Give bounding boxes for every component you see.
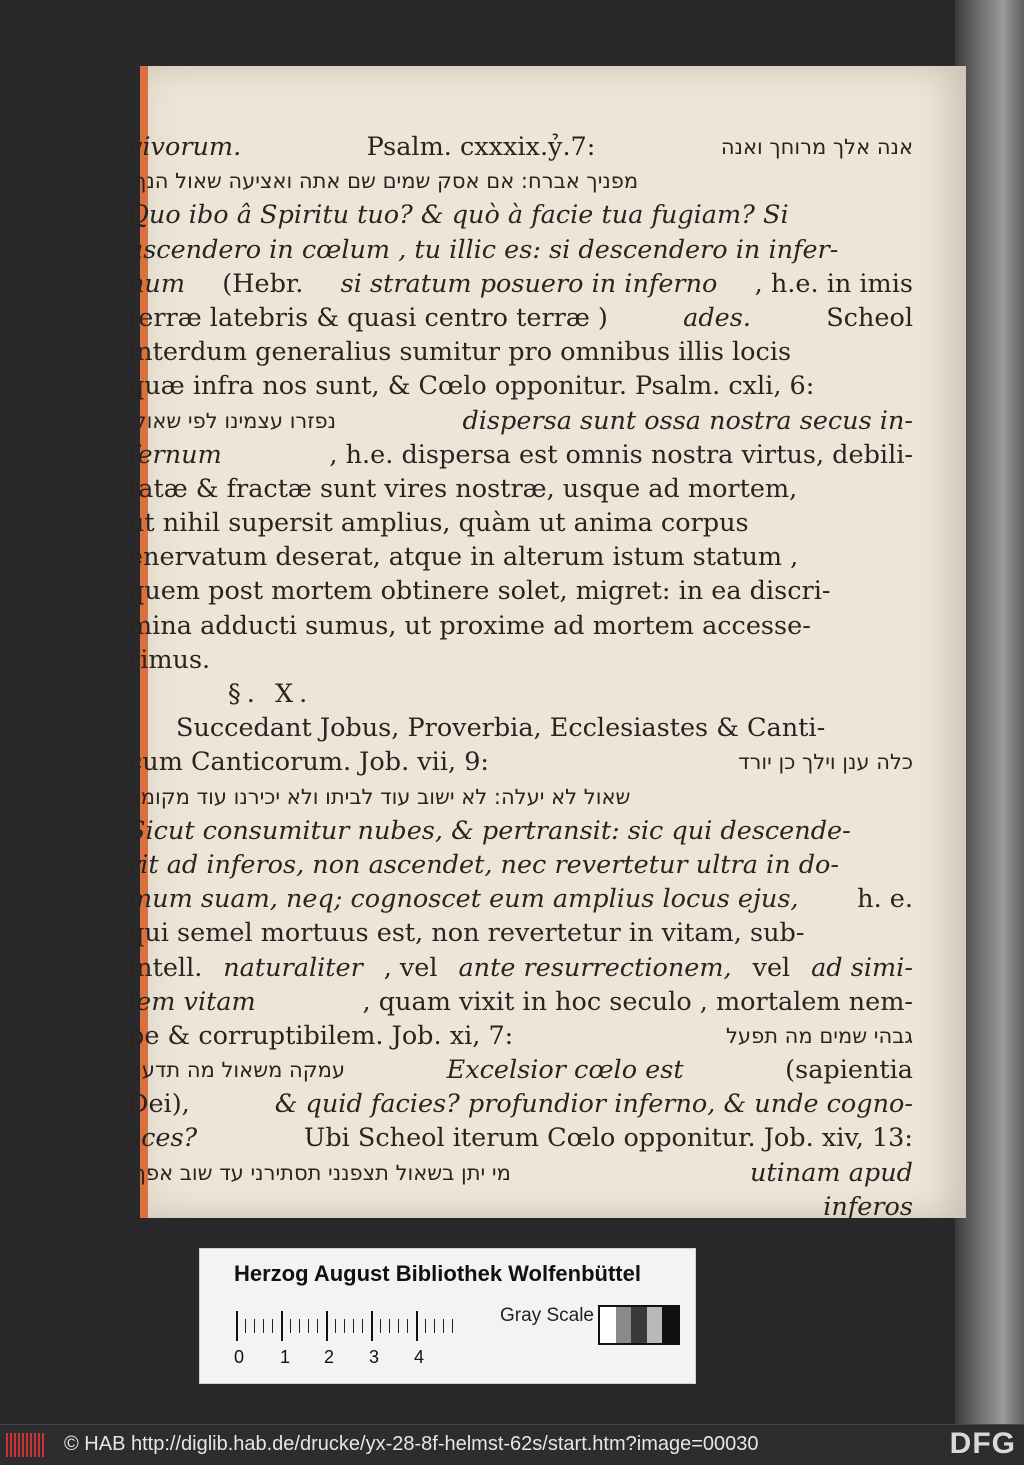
text-line <box>128 574 913 608</box>
text-line <box>128 711 913 745</box>
latin-text: quem post mortem obtinere solet, migret: in ea discri- <box>128 576 831 607</box>
hebrew-text: אנה אלך מרוחך ואנה <box>720 135 913 159</box>
latin-text: Scheol <box>826 302 913 333</box>
text-line <box>128 233 913 267</box>
text-line <box>128 1156 913 1190</box>
latin-text: tatæ & fractæ sunt vires nostræ, usque ad mortem, <box>128 473 798 504</box>
latin-text: sces? <box>128 1123 198 1154</box>
ruler-number: 4 <box>414 1347 425 1367</box>
latin-text: Quo ibo â Spiritu tuo? & quò à facie tua fugiam? Si <box>128 200 789 231</box>
latin-text: , h.e. dispersa est omnis nostra virtus, debili- <box>329 439 913 470</box>
latin-text: rimus. <box>128 644 211 675</box>
text-line <box>128 404 913 438</box>
text-line <box>128 916 913 950</box>
text-line <box>128 198 913 232</box>
latin-text: ad simi- <box>811 952 913 983</box>
text-line <box>128 335 913 369</box>
text-line <box>128 951 913 985</box>
gray-swatch <box>647 1307 663 1343</box>
ruler-number: 1 <box>280 1347 291 1367</box>
library-color-card <box>199 1248 696 1384</box>
latin-text: ades. <box>683 302 751 333</box>
dfg-logo: DFG <box>949 1427 1016 1460</box>
page-text-block <box>128 130 913 1224</box>
text-line <box>128 540 913 574</box>
latin-text: naturaliter <box>223 952 363 983</box>
text-line <box>128 745 913 779</box>
gray-swatch <box>631 1307 647 1343</box>
gray-swatch <box>600 1307 616 1343</box>
hebrew-text: גבהי שמים מה תפעל <box>726 1023 913 1048</box>
latin-text: (sapientia <box>785 1055 913 1086</box>
ruler-number: 3 <box>369 1347 380 1367</box>
text-line <box>128 643 913 677</box>
text-line <box>128 882 913 916</box>
text-line <box>128 1121 913 1155</box>
latin-text: (Hebr. <box>222 268 304 299</box>
latin-text: & quid facies? profundior inferno, & unde cogno- <box>274 1089 913 1120</box>
text-line <box>128 472 913 506</box>
latin-text: Succedant Jobus, Proverbia, Ecclesiastes & Canti- <box>176 713 826 744</box>
text-line <box>128 985 913 1019</box>
latin-text: ut nihil supersit amplius, quàm ut anima corpus <box>128 508 749 539</box>
text-line <box>128 164 913 198</box>
text-line <box>128 130 913 164</box>
hebrew-text: כלה ענן וילך כן יורד <box>738 750 913 775</box>
latin-text: vel <box>752 952 791 983</box>
gray-swatch <box>662 1307 678 1343</box>
latin-text: h. e. <box>857 884 913 915</box>
latin-text: Dei), <box>128 1089 190 1120</box>
latin-text: si stratum posuero in inferno <box>340 268 718 299</box>
latin-text: , quam vixit in hoc seculo , mortalem nem- <box>362 986 913 1017</box>
gray-scale-label: Gray Scale <box>500 1305 594 1326</box>
text-line <box>128 848 913 882</box>
latin-text: Psalm. cxxxix.ỷ.7: <box>366 132 596 162</box>
text-line <box>128 609 913 643</box>
text-line <box>128 677 913 711</box>
latin-text: vivorum. <box>128 132 242 162</box>
latin-text: §. X. <box>228 679 314 709</box>
text-line <box>128 780 913 814</box>
latin-text: ante resurrectionem, <box>458 952 732 983</box>
gray-swatch <box>616 1307 632 1343</box>
ruler-numbers <box>230 1347 490 1371</box>
hebrew-text: נפזרו עצמינו לפי שאול, <box>128 408 337 433</box>
text-line <box>128 1190 913 1224</box>
latin-text: mina adducti sumus, ut proxime ad mortem accesse- <box>128 610 811 641</box>
hebrew-text: מי יתן בשאול תצפנני תסתירני עד שוב אפך, <box>128 1160 511 1185</box>
ruler-number: 0 <box>234 1347 245 1367</box>
hab-logo-icon <box>6 1433 44 1457</box>
latin-text: pe & corruptibilem. Job. xi, 7: <box>128 1020 514 1051</box>
text-line <box>128 506 913 540</box>
latin-text: Ubi Scheol iterum Cœlo opponitur. Job. xiv, 13: <box>303 1123 913 1154</box>
text-line <box>128 1053 913 1087</box>
latin-text: enervatum deserat, atque in alterum istum statum , <box>128 542 799 573</box>
latin-text: num <box>128 268 186 299</box>
text-line <box>128 438 913 472</box>
latin-text: quæ infra nos sunt, & Cœlo opponitur. Psalm. cxli, 6: <box>128 371 815 402</box>
latin-text: , h.e. in imis <box>754 268 913 299</box>
latin-text: rit ad inferos, non ascendet, nec revertetur ultra in do- <box>128 849 840 880</box>
source-url[interactable]: © HAB http://diglib.hab.de/drucke/yx-28-8f-helmst-62s/start.htm?image=00030 <box>64 1433 759 1455</box>
hebrew-text: עמקה משאול מה תדע:, <box>128 1058 346 1083</box>
text-line <box>128 814 913 848</box>
latin-text: terræ latebris & quasi centro terræ ) <box>128 302 608 333</box>
latin-text: qui semel mortuus est, non revertetur in vitam, sub- <box>128 918 805 949</box>
latin-text: intell. <box>128 952 203 983</box>
latin-text: ascendero in cœlum , tu illic es: si descendero in infer- <box>128 234 839 265</box>
latin-text: Excelsior cœlo est <box>446 1055 684 1086</box>
library-name: Herzog August Bibliothek Wolfenbüttel <box>234 1261 641 1286</box>
latin-text: inferos <box>823 1191 913 1222</box>
latin-text: Sicut consumitur nubes, & pertransit: sic qui descende- <box>128 815 851 846</box>
hebrew-text: שאול לא יעלה: לא ישוב עוד לביתו ולא יכירנו עוד מקומו: <box>128 784 631 809</box>
text-line <box>128 301 913 335</box>
latin-text: utinam apud <box>749 1157 913 1188</box>
latin-text: , vel <box>383 952 438 983</box>
viewer-footer <box>0 1424 1024 1465</box>
text-line <box>128 1087 913 1121</box>
text-line <box>128 267 913 301</box>
latin-text: cum Canticorum. Job. vii, 9: <box>128 747 490 778</box>
latin-text: interdum generalius sumitur pro omnibus illis locis <box>128 337 792 368</box>
text-line <box>128 1019 913 1053</box>
hebrew-text: מפניך אברח: אם אסק שמים שם אתה ואציעה שאול הנך: <box>128 169 639 194</box>
text-line <box>128 369 913 403</box>
ruler-number: 2 <box>324 1347 335 1367</box>
latin-text: mum suam, neq; cognoscet eum amplius locus ejus, <box>128 884 799 915</box>
latin-text: lem vitam <box>128 986 256 1017</box>
gray-scale-swatches <box>598 1305 680 1345</box>
latin-text: fernum <box>128 439 222 470</box>
latin-text: dispersa sunt ossa nostra secus in- <box>462 405 913 436</box>
centimeter-ruler <box>236 1311 456 1341</box>
